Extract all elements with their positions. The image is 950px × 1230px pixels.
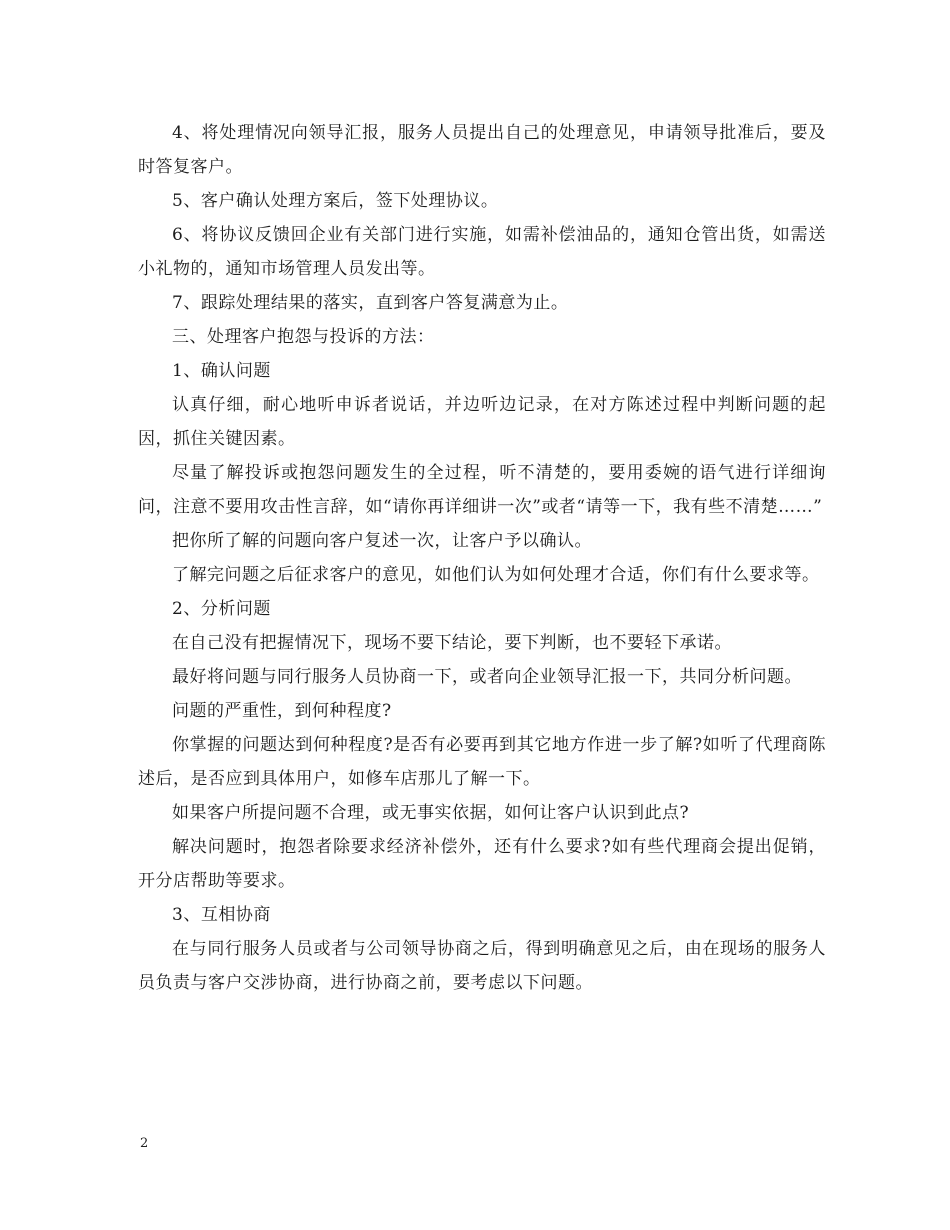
page-number: 2 [140,1136,149,1151]
paragraph: 7、跟踪处理结果的落实，直到客户答复满意为止。 [172,293,569,313]
document-body [138,116,826,1000]
paragraph: 最好将问题与同行服务人员协商一下，或者向企业领导汇报一下，共同分析问题。 [172,667,802,687]
paragraph: 5、客户确认处理方案后，签下处理协议。 [172,191,499,211]
paragraph: 如果客户所提问题不合理，或无事实依据，如何让客户认识到此点? [172,803,690,823]
paragraph: 在与同行服务人员或者与公司领导协商之后，得到明确意见之后，由在现场的服务人员负责与客户交涉协商，进行协商之前，要考虑以下问题。 [138,939,826,993]
paragraph: 了解完问题之后征求客户的意见，如他们认为如何处理才合适，你们有什么要求等。 [172,565,820,585]
section-heading: 三、处理客户抱怨与投诉的方法： [172,327,435,347]
paragraph: 认真仔细，耐心地听申诉者说话，并边听边记录，在对方陈述过程中判断问题的起因，抓住关键因素。 [138,395,826,449]
paragraph: 你掌握的问题达到何种程度?是否有必要再到其它地方作进一步了解?如听了代理商陈述后，是否应到具体用户，如修车店那儿了解一下。 [138,735,826,789]
paragraph: 解决问题时，抱怨者除要求经济补偿外，还有什么要求?如有些代理商会提出促销，开分店帮助等要求。 [138,837,826,891]
paragraph: 4、将处理情况向领导汇报，服务人员提出自己的处理意见，申请领导批准后，要及时答复客户。 [138,123,826,177]
paragraph: 尽量了解投诉或抱怨问题发生的全过程，听不清楚的，要用委婉的语气进行详细询问，注意不要用攻击性言辞，如“请你再详细讲一次”或者“请等一下，我有些不清楚……” [138,463,826,517]
paragraph: 6、将协议反馈回企业有关部门进行实施，如需补偿油品的，通知仓管出货，如需送小礼物的，通知市场管理人员发出等。 [138,225,826,279]
subsection-heading: 2、分析问题 [172,599,271,619]
paragraph: 把你所了解的问题向客户复述一次，让客户予以确认。 [172,531,592,551]
paragraph: 问题的严重性，到何种程度? [172,701,392,721]
subsection-heading: 3、互相协商 [172,905,271,925]
paragraph: 在自己没有把握情况下，现场不要下结论，要下判断，也不要轻下承诺。 [172,633,732,653]
subsection-heading: 1、确认问题 [172,361,271,381]
